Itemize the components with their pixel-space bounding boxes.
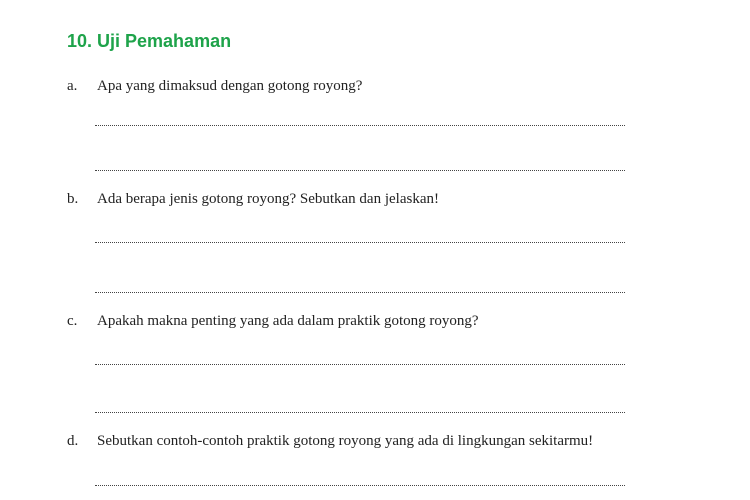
answer-line-d-1[interactable] (95, 485, 625, 486)
question-text-b: Ada berapa jenis gotong royong? Sebutkan dan jelaskan! (97, 191, 439, 207)
question-letter-b: b. (67, 191, 79, 207)
question-text-d: Sebutkan contoh-contoh praktik gotong royong yang ada di lingkungan sekitarmu! (97, 433, 594, 449)
answer-line-b-1[interactable] (95, 242, 625, 243)
question-letter-a: a. (67, 78, 78, 94)
answer-line-a-2[interactable] (95, 170, 625, 171)
answer-line-b-2[interactable] (95, 292, 625, 293)
question-letter-d: d. (67, 433, 79, 449)
answer-line-c-2[interactable] (95, 412, 625, 413)
question-text-c: Apakah makna penting yang ada dalam praktik gotong royong? (97, 313, 479, 329)
question-text-a: Apa yang dimaksud dengan gotong royong? (97, 78, 363, 94)
answer-line-c-1[interactable] (95, 364, 625, 365)
answer-line-a-1[interactable] (95, 125, 625, 126)
section-title: 10. Uji Pemahaman (67, 31, 232, 51)
question-letter-c: c. (67, 313, 78, 329)
